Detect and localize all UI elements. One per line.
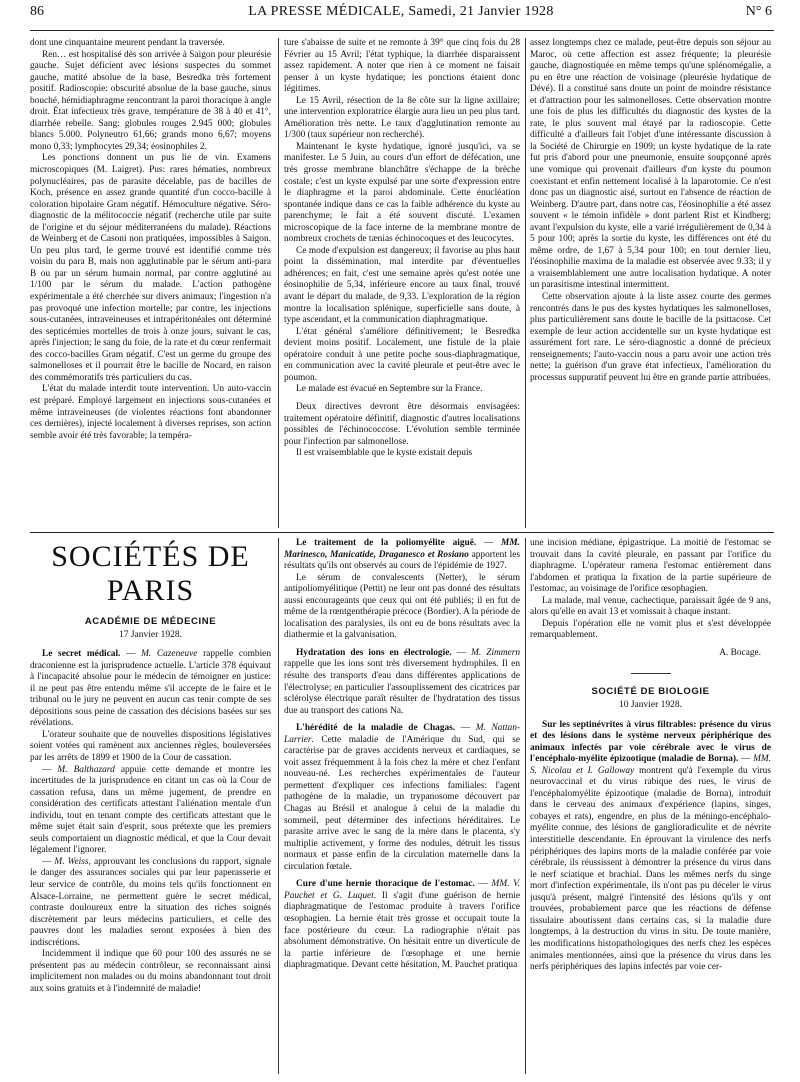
paragraph: ture s'abaisse de suite et ne remonte à 39° que cinq fois du 28 Février au 15 Avril; l'état typhique, la diarrhée disparaissent assez rapidement. A noter que rien à ce moment ne faisait penser à un kyste hydatique; les ponctions étaient donc légitimes.	[284, 38, 520, 95]
column-divider	[278, 38, 279, 528]
paragraph: Incidemment il indique que 60 pour 100 des assurés ne se présentent pas au médecin contrôleur, se reconnaissant ainsi implicitement non malades ou du moins abandonnant tout droit aux soins gratuits et à l'indemnité de maladie!	[30, 949, 271, 994]
author: M. Zimmern	[471, 647, 520, 658]
paragraph: L'état général s'améliore définitivement; le Besredka devient moins positif. Localement, une fistule de la plaie opératoire conduit à une petite poche sous-diaphragmatique, en communication avec la cavité pleurale et peut-être avec le poumon.	[284, 326, 520, 383]
author: M. Balthazard	[57, 764, 115, 775]
author: M. Nattan-Larrier	[284, 723, 520, 745]
top-column-1	[30, 38, 271, 528]
column-divider	[525, 538, 526, 1074]
header-rule	[30, 30, 774, 31]
paragraph: Hydratation des ions en électrologie. — M. Zimmern rappelle que les ions sont très diversement hydrophiles. Il en résulte des transports d'eau dans différentes applications de l'électrolyse; en particulier l'assouplissement des cicatrices par sclérolyse électrique paraît résulter de l'hydratation des tissus due au transport des cations Na.	[284, 647, 520, 716]
journal-title: LA PRESSE MÉDICALE, Samedi, 21 Janvier 1928	[248, 4, 554, 19]
author: MM. Marinesco, Manicatide, Draganesco et Rosiano	[284, 538, 520, 560]
bottom-column-1	[30, 538, 271, 1074]
bottom-column-2	[284, 538, 520, 1074]
biology-heading: SOCIÉTÉ DE BIOLOGIE	[591, 686, 710, 698]
biology-date: 10 Janvier 1928.	[618, 700, 683, 711]
section-title: SOCIÉTÉS DE PARIS	[51, 540, 250, 607]
paragraph: — M. Weiss, approuvant les conclusions du rapport, signale le danger des assurances sociales qui par leur paperasserie et leur service de contrôle, du moins tels qu'ils fonctionnent en Alsace-Lorraine, ne permettent guère le secret médical, contraste douloureux entre la situation des riches soignés discrètement par leurs médecins particuliers, et celle des pauvres dont les maladies seront exposées à bien des indiscrétions.	[30, 856, 271, 948]
page-number: 86	[30, 4, 44, 19]
paragraph: Ren… est hospitalisé dès son arrivée à Saigon pour pleurésie gauche. Sujet déficient avec lésions suspectes du sommet gauche, matité absolue de la base, Besredka très fortement positif. Radioscopie: obscurité absolue de la base gauche, sinus bouché, hémidiaphragme rencontrant la paroi thoracique à angle droit. État infectieux très grave, température de 38 à 40 et 41°, diarrhée rebelle. Sang: globules rouges 2.945 000; globules blancs 5.000. Polyneutro 61,66; grands mono 6,67; moyens mono 0,33; lymphocytes 29,34; éosinophiles 2.	[30, 49, 271, 152]
top-column-2	[284, 38, 520, 528]
academy-date: 17 Janvier 1928.	[118, 629, 183, 640]
paragraph: Le traitement de la poliomyélite aiguë. — MM. Marinesco, Manicatide, Draganesco et Rosiano apportent les résultats qu'ils ont observés au cours de l'épidémie de 1927.	[284, 538, 520, 572]
author: M. Weiss	[54, 856, 89, 867]
article-text: . Il s'agit d'une guérison de hernie diaphragmatique de l'estomac produite à travers l'orifice œsophagien. La hernie était très grosse et occupait toute la face postérieure du cœur. La radiographie n'était pas absolument démonstrative. On hésitait entre un diverticule de la partie inférieure de l'œsophage et une hernie diaphragmatique. Devant cette hésitation, M. Pauchet pratiqua	[284, 890, 520, 971]
paragraph: Il est vraisemblable que le kyste existait depuis	[296, 448, 473, 459]
paragraph: Ce mode d'expulsion est dangereux; il favorise au plus haut point la dissémination, mal interdite par d'éventuelles adhérences; en fait, c'est une semaine après qu'est notée une éosinophilie de 5,34, inférieure encore au taux final, trouvé avant le départ du malade, de 9,33. L'exploration de la région montre la localisation splénique, superficielle sans doute, à type ascendant, et la communication diaphragmatique.	[284, 245, 520, 326]
bottom-column-3	[530, 538, 771, 1074]
paragraph: une incision médiane, épigastrique. La moitié de l'estomac se trouvait dans la cavité pleurale, en passant par l'orifice du diaphragme. L'opérateur ramena l'estomac entièrement dans l'abdomen et pratiqua la fixation de la partie supérieure de l'estomac, au voisinage de l'orifice œsophagien.	[530, 538, 771, 595]
paragraph: Les ponctions donnent un pus lie de vin. Examens microscopiques (M. Laigret). Pus: rares hématies, nombreux polynucléaires, pas de parasite décelable, pas de bacilles de Koch, présence en assez grande quantité d'un cocco-bacille à coloration bipolaire Gram négatif. Hémoculture négative. Séro-diagnostic de la mélitococcie négatif (recherche utile par suite de l'origine et du séjour méditerranéens du malade). Réactions de Weinberg et de Casoni non pratiquées, impossibles à Saigon. Un peu plus tard, le germe trouvé est identifié comme très voisin du para B, mais non agglutinable par le sérum anti-para B ou par un sérum humain normal, par contre agglutiné au 1/100 par le sérum du malade. L'action pathogène expérimentale a été cherchée sur divers animaux; l'ingestion n'a pas provoqué une infection mortelle; par contre, les injections sous-cutanées, intraveineuses et intrapéritonéales ont déterminé des septicémies mortelles de trois à onze jours, suivant le cas, après l'injection; le sang du foie, de la rate et du cœur renfermait des cocco-bacilles Gram négatif. C'est un germe du groupe des salmonelloses et il pourrait être le bacille de Nocard, en raison des commémoratifs très particuliers du cas.	[30, 153, 271, 383]
paragraph: Maintenant le kyste hydatique, ignoré jusqu'ici, va se manifester. Le 5 Juin, au cours d'un effort de défécation, une très grosse membrane blanchâtre s'échappe de la brèche costale; c'est un kyste expulsé par une sorte d'expression entre le diaphragme et la paroi abdominale. Cette énucléation spontanée indique dans ce cas la faible adhérence du kyste au parenchyme; le fait a été souvent discuté. L'examen microscopique de la face interne de la membrane montre de nombreux crochets de tænias échinocoques et des leucocytes.	[284, 141, 520, 245]
paragraph: L'hérédité de la maladie de Chagas. — M. Nattan-Larrier. Cette maladie de l'Amérique du Sud, qui se caractérise par de graves accidents nerveux et cardiaques, se voit assez fréquemment à la fois chez la mère et chez l'enfant nouveau-né. Les recherches expérimentales de l'auteur permettent d'expliquer ces infections familiales: l'agent pathogène de la maladie, un trypanosome découvert par Chagas au Brésil et analogue à celui de la maladie du sommeil, peut déterminer des infections héréditaires. Le parasite arrive avec le sang de la mère dans le placenta, s'y multiplie activement, y forme des nodules, détruit les tissus normaux et passe enfin de la circulation maternelle dans la circulation fœtale.	[284, 723, 520, 872]
article-heading: Cure d'une hernie thoracique de l'estomac.	[296, 879, 475, 890]
paragraph: Cette observation ajoute à la liste assez courte des germes rencontrés dans le pus des kystes hydatiques les salmonelloses, plus particulièrement sans doute le bacille de la psittacose. Cet exemple de leur action accidentelle sur un kyste hydatique est assurément fort rare. Le séro-diagnostic a donné de précieux renseignements; l'auto-vaccin nous a paru avoir une action très nette; la guérison d'un grave état infectieux, l'amélioration du processus suppuratif peuvent lui être en grande partie attribuées.	[530, 292, 771, 383]
article-text: , approuvant les conclusions du rapport, signale le danger des assurances sociales qui par leur paperasserie et leur service de contrôle, du moins tels qu'ils fonctionnent en Alsace-Lorraine, ne permettent guère le secret médical, contraste douloureux entre la situation des riches soignés discrètement par leurs médecins particuliers, et celle des pauvres dont les maladies seront exposées à bien des indiscrétions.	[30, 856, 271, 948]
article-text: . Cette maladie de l'Amérique du Sud, qui se caractérise par de graves accidents nerveux et cardiaques, se voit assez fréquemment à la fois chez la mère et chez l'enfant nouveau-né. Les recherches expérimentales de l'auteur permettent d'expliquer ces infections familiales: l'agent pathogène de la maladie, un trypanosome découvert par Chagas au Brésil et analogue à celui de la maladie du sommeil, peut déterminer des infections héréditaires. Le parasite arrive avec le sang de la mère dans le placenta, s'y multiplie activement, y forme des nodules, détruit les tissus normaux et passe enfin de la circulation maternelle dans la circulation fœtale.	[284, 734, 520, 872]
column-divider	[278, 538, 279, 1074]
author: M. Cazeneuve	[141, 649, 198, 660]
article-heading: L'hérédité de la maladie de Chagas.	[296, 723, 456, 734]
section-rule	[30, 532, 774, 533]
paragraph: L'orateur souhaite que de nouvelles dispositions législatives soient votées qui ramènent aux anciennes règles, bouleversées par les arrêts de 1899 et 1900 de la Cour de cassation.	[30, 729, 271, 764]
article-heading: Le secret médical.	[42, 649, 121, 660]
paragraph: Le secret médical. — M. Cazeneuve rappelle combien draconienne est la jurisprudence actuelle. L'article 378 équivaut à l'incapacité absolue pour le médecin de témoigner en justice: il ne peut pas être entendu même s'il accepte de le faire et le tribunal ou le jury ne peuvent en aucun cas tenir compte de ses dépositions sous peine de cassation des décisions basées sur ses révélations.	[30, 649, 271, 729]
article-text: rappelle combien draconienne est la jurisprudence actuelle. L'article 378 équivaut à l'incapacité absolue pour le médecin de témoigner en justice: il ne peut pas être entendu même s'il accepte de le faire et le tribunal ou le jury ne peuvent en aucun cas tenir compte de ses dépositions sous peine de cassation des décisions basées sur ses révélations.	[30, 649, 271, 729]
top-column-3	[530, 38, 771, 528]
author: MM. S. Nicolau et I. Galloway	[530, 754, 771, 776]
page-header	[30, 4, 772, 30]
article-text: apportent les résultats qu'ils ont observés au cours de l'épidémie de 1927.	[284, 549, 520, 572]
paragraph: Sur les septinévrites à virus filtrables: présence du virus et des lésions dans le système nerveux périphérique des animaux infectés par voie cérébrale avec le virus de l'encéphalo-myélite épizootique (maladie de Borna). — MM. S. Nicolau et I. Galloway montrent qu'à l'exemple du virus neurovaccinal et du virus rabique des rues, le virus de l'encéphalomyélite épizootique (maladie de Borna), introduit dans le cerveau des animaux d'expérience (lapins, singes, cobayes et rats), engendre, en plus de la méningo-encéphalo-myélite connue, des lésions de ganglioradiculite et de névrite interstitielle descendante. En éprouvant la virulence des nerfs périphériques des lapins morts de la maladie conférée par voie cérébrale, ils réussissent à démontrer la présence du virus dans le nerf sciatique et brachial. Dans les mêmes nerfs du singe mort d'infection expérimentale, ils n'ont pas pu déceler le virus jusqu'à présent, malgré l'intensité des lésions qu'ils y ont trouvées, probablement parce que les réactions de défense tissulaire aboutissent dans certains cas, si la maladie dure longtemps, à la destruction du virus in situ. De toute manière, les modifications histopathologiques des nerfs chez les espèces animales mentionnées, ainsi que la présence du virus dans les nerfs périphériques des lapins infectés par voie cer-	[530, 719, 771, 973]
column-divider	[525, 38, 526, 528]
article-heading: Hydratation des ions en électrologie.	[296, 647, 452, 658]
paragraph: Cure d'une hernie thoracique de l'estomac. — MM. V. Pauchet et G. Luquet. Il s'agit d'une guérison de hernie diaphragmatique de l'estomac produite à travers l'orifice œsophagien. La hernie était très grosse et occupait toute la face postérieure du cœur. La radiographie n'était pas absolument démonstrative. On hésitait entre un diverticule de la partie inférieure de l'œsophage et une hernie diaphragmatique. Devant cette hésitation, M. Pauchet pratiqua	[284, 879, 520, 971]
article-text: montrent qu'à l'exemple du virus neurovaccinal et du virus rabique des rues, le virus de l'encéphalomyélite épizootique (maladie de Borna), introduit dans le cerveau des animaux d'expérience (lapins, singes, cobayes et rats), engendre, en plus de la méningo-encéphalo-myélite connue, des lésions de ganglioradiculite et de névrite interstitielle descendante. En éprouvant la virulence des nerfs périphériques des lapins morts de la maladie conférée par voie cérébrale, ils réussissent à démontrer la présence du virus dans le nerf sciatique et brachial. Dans les mêmes nerfs du singe mort d'infection expérimentale, ils n'ont pas pu déceler le virus jusqu'à présent, malgré l'intensité des lésions qu'ils y ont trouvées, probablement parce que les réactions de défense tissulaire aboutissent dans certains cas, si la maladie dure longtemps, à la destruction du virus in situ. De toute manière, les modifications histopathologiques des nerfs chez les espèces animales mentionnées, ainsi que la présence du virus dans les nerfs périphériques des lapins infectés par voie cer-	[530, 765, 771, 973]
paragraph: La malade, mal venue, cachectique, paraissait âgée de 9 ans, alors qu'elle en avait 13 et vomissait à chaque instant.	[530, 595, 771, 618]
article-heading: Sur les septinévrites à virus filtrables: présence du virus et des lésions dans le système nerveux périphérique des animaux infectés par voie cérébrale avec le virus de l'encéphalo-myélite épizootique (maladie de Borna).	[530, 719, 771, 765]
paragraph: L'état du malade interdit toute intervention. Un auto-vaccin est préparé. Employé largement en injections sous-cutanées et même intraveineuses (de violentes réactions font abandonner ces dernières), injecté localement à diverses reprises, son action semble avoir été très favorable; la tempéra-	[30, 384, 271, 441]
article-text: appuie cette demande et montre les incertitudes de la jurisprudence en citant un cas où la Cour de cassation refusa, dans un même jugement, de prendre en considération des certificats attestant l'aliénation mentale d'un individu, tout en tenant compte des certificats attestant que le même sujet était sain d'esprit, sous prétexte que les premiers seuls comportaient un diagnostic médical, et que la Cour devait légalement l'ignorer.	[30, 764, 271, 856]
paragraph: Le 15 Avril, résection de la 8e côte sur la ligne axillaire; une intervention exploratrice élargie aura lieu un peu plus tard. Amélioration très nette. Le taux d'agglutination remonte au 1/300 (taux supérieur non recherché).	[284, 95, 520, 141]
paragraph: — M. Balthazard appuie cette demande et montre les incertitudes de la jurisprudence en citant un cas où la Cour de cassation refusa, dans un même jugement, de prendre en considération des certificats attestant l'aliénation mentale d'un individu, tout en tenant compte des certificats attestant que le même sujet était sain d'esprit, sous prétexte que les premiers seuls comportaient un diagnostic médical, et que la Cour devait légalement l'ignorer.	[30, 764, 271, 856]
article-text: rappelle que les ions sont très diversement hydrophiles. Il en résulte des transports d'eau dans différentes applications de l'électrolyse; en particulier l'assouplissement des cicatrices par sclérolyse électrique paraît résulter de l'hydratation des tissus due au transport des cations Na.	[284, 659, 520, 716]
issue-number: N° 6	[745, 4, 772, 19]
paragraph: Le malade est évacué en Septembre sur la France.	[296, 384, 483, 395]
paragraph: assez longtemps chez ce malade, peut-être depuis son séjour au Maroc, où cette affection est assez fréquente; la pleurésie gauche, diagnostiquée en même temps qu'une splénomégalie, a pu en être une réaction de voisinage (pleurésie hydatique de Dévé). Il a constitué sans doute un point de moindre résistance et d'attraction pour les salmonelloses. Cette observation montre une fois de plus les difficultés du diagnostic des kystes de la rate, le plus souvent mal étayé par la radioscopie. Cette difficulté a d'ailleurs fait l'objet d'une intéressante discussion à la Société de Chirurgie en 1909; un kyste hydatique de la rate fut pris d'abord pour une pneumonie, ensuite soupçonné après une vomique qui provenait d'ailleurs d'un kyste du poumon coexistant et enfin nettement localisé à la laparotomie. Ce n'est donc pas un diagnostic aisé, surtout en l'absence de réaction de Weinberg. D'autre part, dans notre cas, l'éosinophilie a été assez souvent « le témoin infidèle » dont parlent Rist et Kindberg; avant l'expulsion du kyste, elle a varié irrégulièrement de 0,34 à 5 pour 100; après la sortie du kyste, les différences ont été du même ordre, de 1,67 à 5,34 pour 100; en tout dernier lieu, l'éosinophilie maxima de la maladie est observée avec 9.33; il y a vraisemblablement une autre localisation hydatique. A noter un parasitisme intestinal intermittent.	[530, 38, 771, 291]
paragraph: Le sérum de convalescents (Netter), le sérum antipoliomyélitique (Pettit) ne leur ont pas donné des résultats aussi encourageants que ceux qui ont été publiés; il en fut de même de la rœntgenthérapie précoce (Bordier). A la période de localisation des paralysies, ils ont eu de bons résultats avec la diathermie et la galvanisation.	[284, 572, 520, 641]
divider	[631, 673, 671, 674]
paragraph: Depuis l'opération elle ne vomit plus et s'est développée remarquablement.	[530, 618, 771, 641]
signature: A. Bocage.	[719, 647, 761, 658]
paragraph: dont une cinquantaine meurent pendant la traversée.	[30, 38, 225, 48]
author: MM. V. Pauchet et G. Luquet	[284, 879, 520, 901]
article-heading: Le traitement de la poliomyélite aiguë.	[296, 538, 477, 548]
paragraph: Deux directives devront être désormais envisagées: traitement opératoire définitif, diagnostic d'autres localisations possibles de l'échinococcose. L'évolution semble terminée pour l'infection par salmonellose.	[284, 401, 520, 447]
academy-heading: ACADÉMIE DE MÉDECINE	[84, 616, 217, 627]
